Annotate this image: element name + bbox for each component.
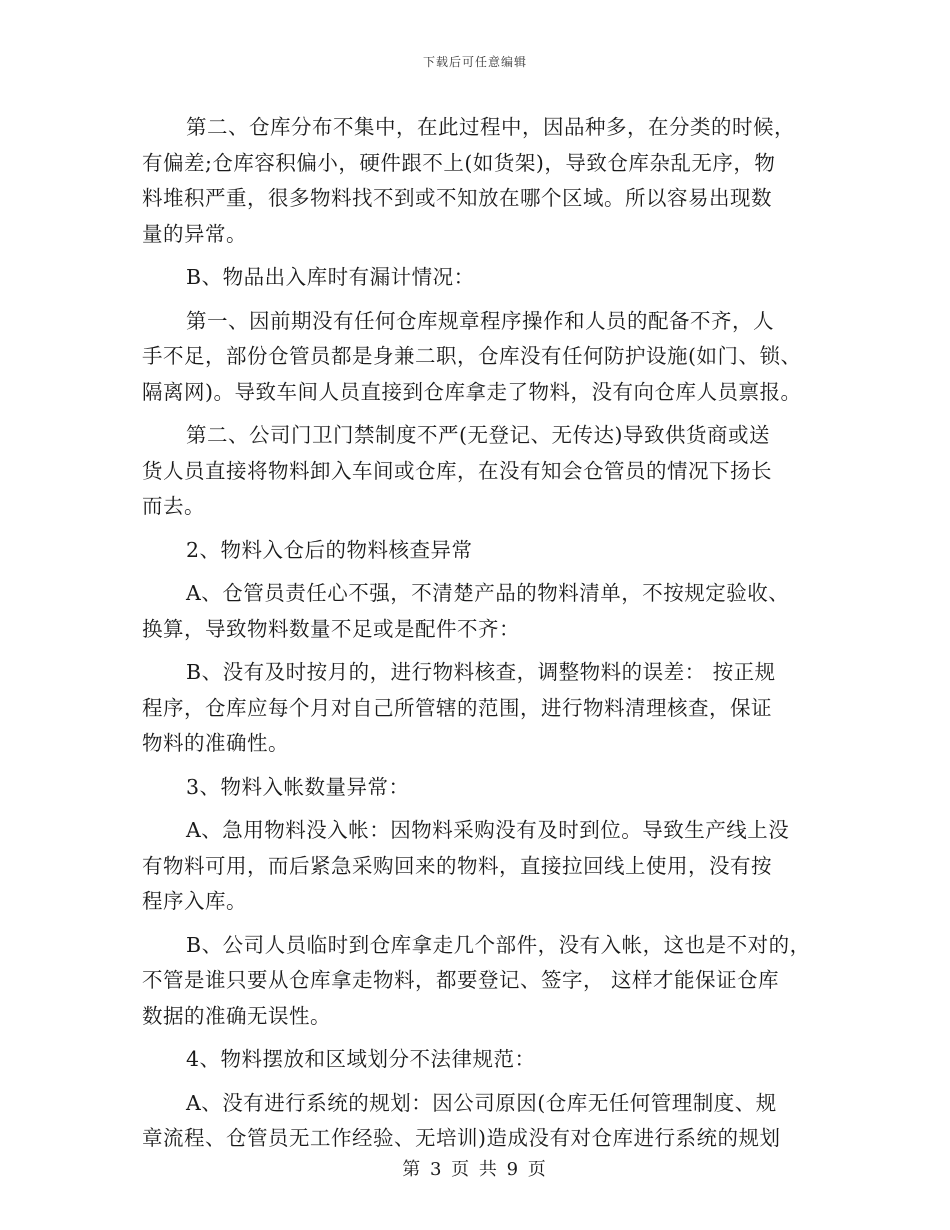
text-line: 第二、公司门卫门禁制度不严(无登记、无传达)导致供货商或送 bbox=[186, 423, 770, 447]
document-body bbox=[142, 110, 812, 1157]
text-line: 而去。 bbox=[142, 494, 205, 518]
text-line: 物料的准确性。 bbox=[142, 731, 289, 755]
page-number: 第 3 页 共 9 页 bbox=[402, 1159, 548, 1180]
paragraph bbox=[142, 1086, 812, 1157]
text-line: 2、物料入仓后的物料核查异常 bbox=[186, 537, 473, 562]
text-line: B、没有及时按月的，进行物料核查，调整物料的误差： 按正规 bbox=[186, 660, 776, 684]
text-line: A、仓管员责任心不强，不清楚产品的物料清单，不按规定验收、 bbox=[186, 581, 790, 605]
text-line: B、公司人员临时到仓库拿走几个部件，没有入帐，这也是不对的， bbox=[186, 932, 811, 957]
text-line: 4、物料摆放和区域划分不法律规范： bbox=[186, 1047, 536, 1071]
text-line: 隔离网)。导致车间人员直接到仓库拿走了物料，没有向仓库人员禀报。 bbox=[142, 379, 802, 404]
page-header: 下载后可任意编辑 bbox=[422, 55, 527, 69]
text-line: 3、物料入帐数量异常： bbox=[186, 774, 410, 799]
text-line: 章流程、仓管员无工作经验、无培训)造成没有对仓库进行系统的规划 bbox=[142, 1126, 781, 1150]
paragraph bbox=[142, 770, 812, 806]
paragraph bbox=[142, 655, 812, 762]
text-line: 第一、因前期没有任何仓库规章程序操作和人员的配备不齐，人 bbox=[186, 308, 774, 333]
paragraph bbox=[142, 418, 812, 525]
paragraph bbox=[142, 110, 812, 252]
text-line: 有偏差;仓库容积偏小，硬件跟不上(如货架)，导致仓库杂乱无序，物 bbox=[142, 150, 776, 175]
text-line: 不管是谁只要从仓库拿走物料，都要登记、签字， 这样才能保证仓库 bbox=[142, 968, 780, 992]
text-line: 数据的准确无误性。 bbox=[142, 1003, 331, 1028]
text-line: A、急用物料没入帐：因物料采购没有及时到位。导致生产线上没 bbox=[186, 818, 790, 842]
text-line: 量的异常。 bbox=[142, 221, 247, 246]
paragraph bbox=[142, 1042, 812, 1078]
text-line: 料堆积严重，很多物料找不到或不知放在哪个区域。所以容易出现数 bbox=[142, 186, 772, 210]
text-line: A、没有进行系统的规划：因公司原因(仓库无任何管理制度、规 bbox=[186, 1090, 777, 1115]
paragraph bbox=[142, 533, 812, 569]
text-line: 货人员直接将物料卸入车间或仓库，在没有知会仓管员的情况下扬长 bbox=[142, 458, 772, 483]
paragraph bbox=[142, 813, 812, 920]
text-line: B、物品出入库时有漏计情况： bbox=[186, 265, 475, 289]
text-line: 程序入库。 bbox=[142, 889, 247, 913]
text-line: 有物料可用，而后紧急采购回来的物料，直接拉回线上使用，没有按 bbox=[142, 853, 772, 878]
text-line: 换算，导致物料数量不足或是配件不齐： bbox=[142, 616, 520, 641]
paragraph bbox=[142, 260, 812, 296]
text-line: 程序，仓库应每个月对自己所管辖的范围，进行物料清理核查，保证 bbox=[142, 695, 772, 720]
paragraph bbox=[142, 304, 812, 411]
paragraph bbox=[142, 576, 812, 647]
text-line: 手不足，部份仓管员都是身兼二职，仓库没有任何防护设施(如门、锁、 bbox=[142, 344, 802, 368]
text-line: 第二、仓库分布不集中，在此过程中，因品种多，在分类的时候， bbox=[186, 115, 795, 139]
paragraph bbox=[142, 928, 812, 1035]
